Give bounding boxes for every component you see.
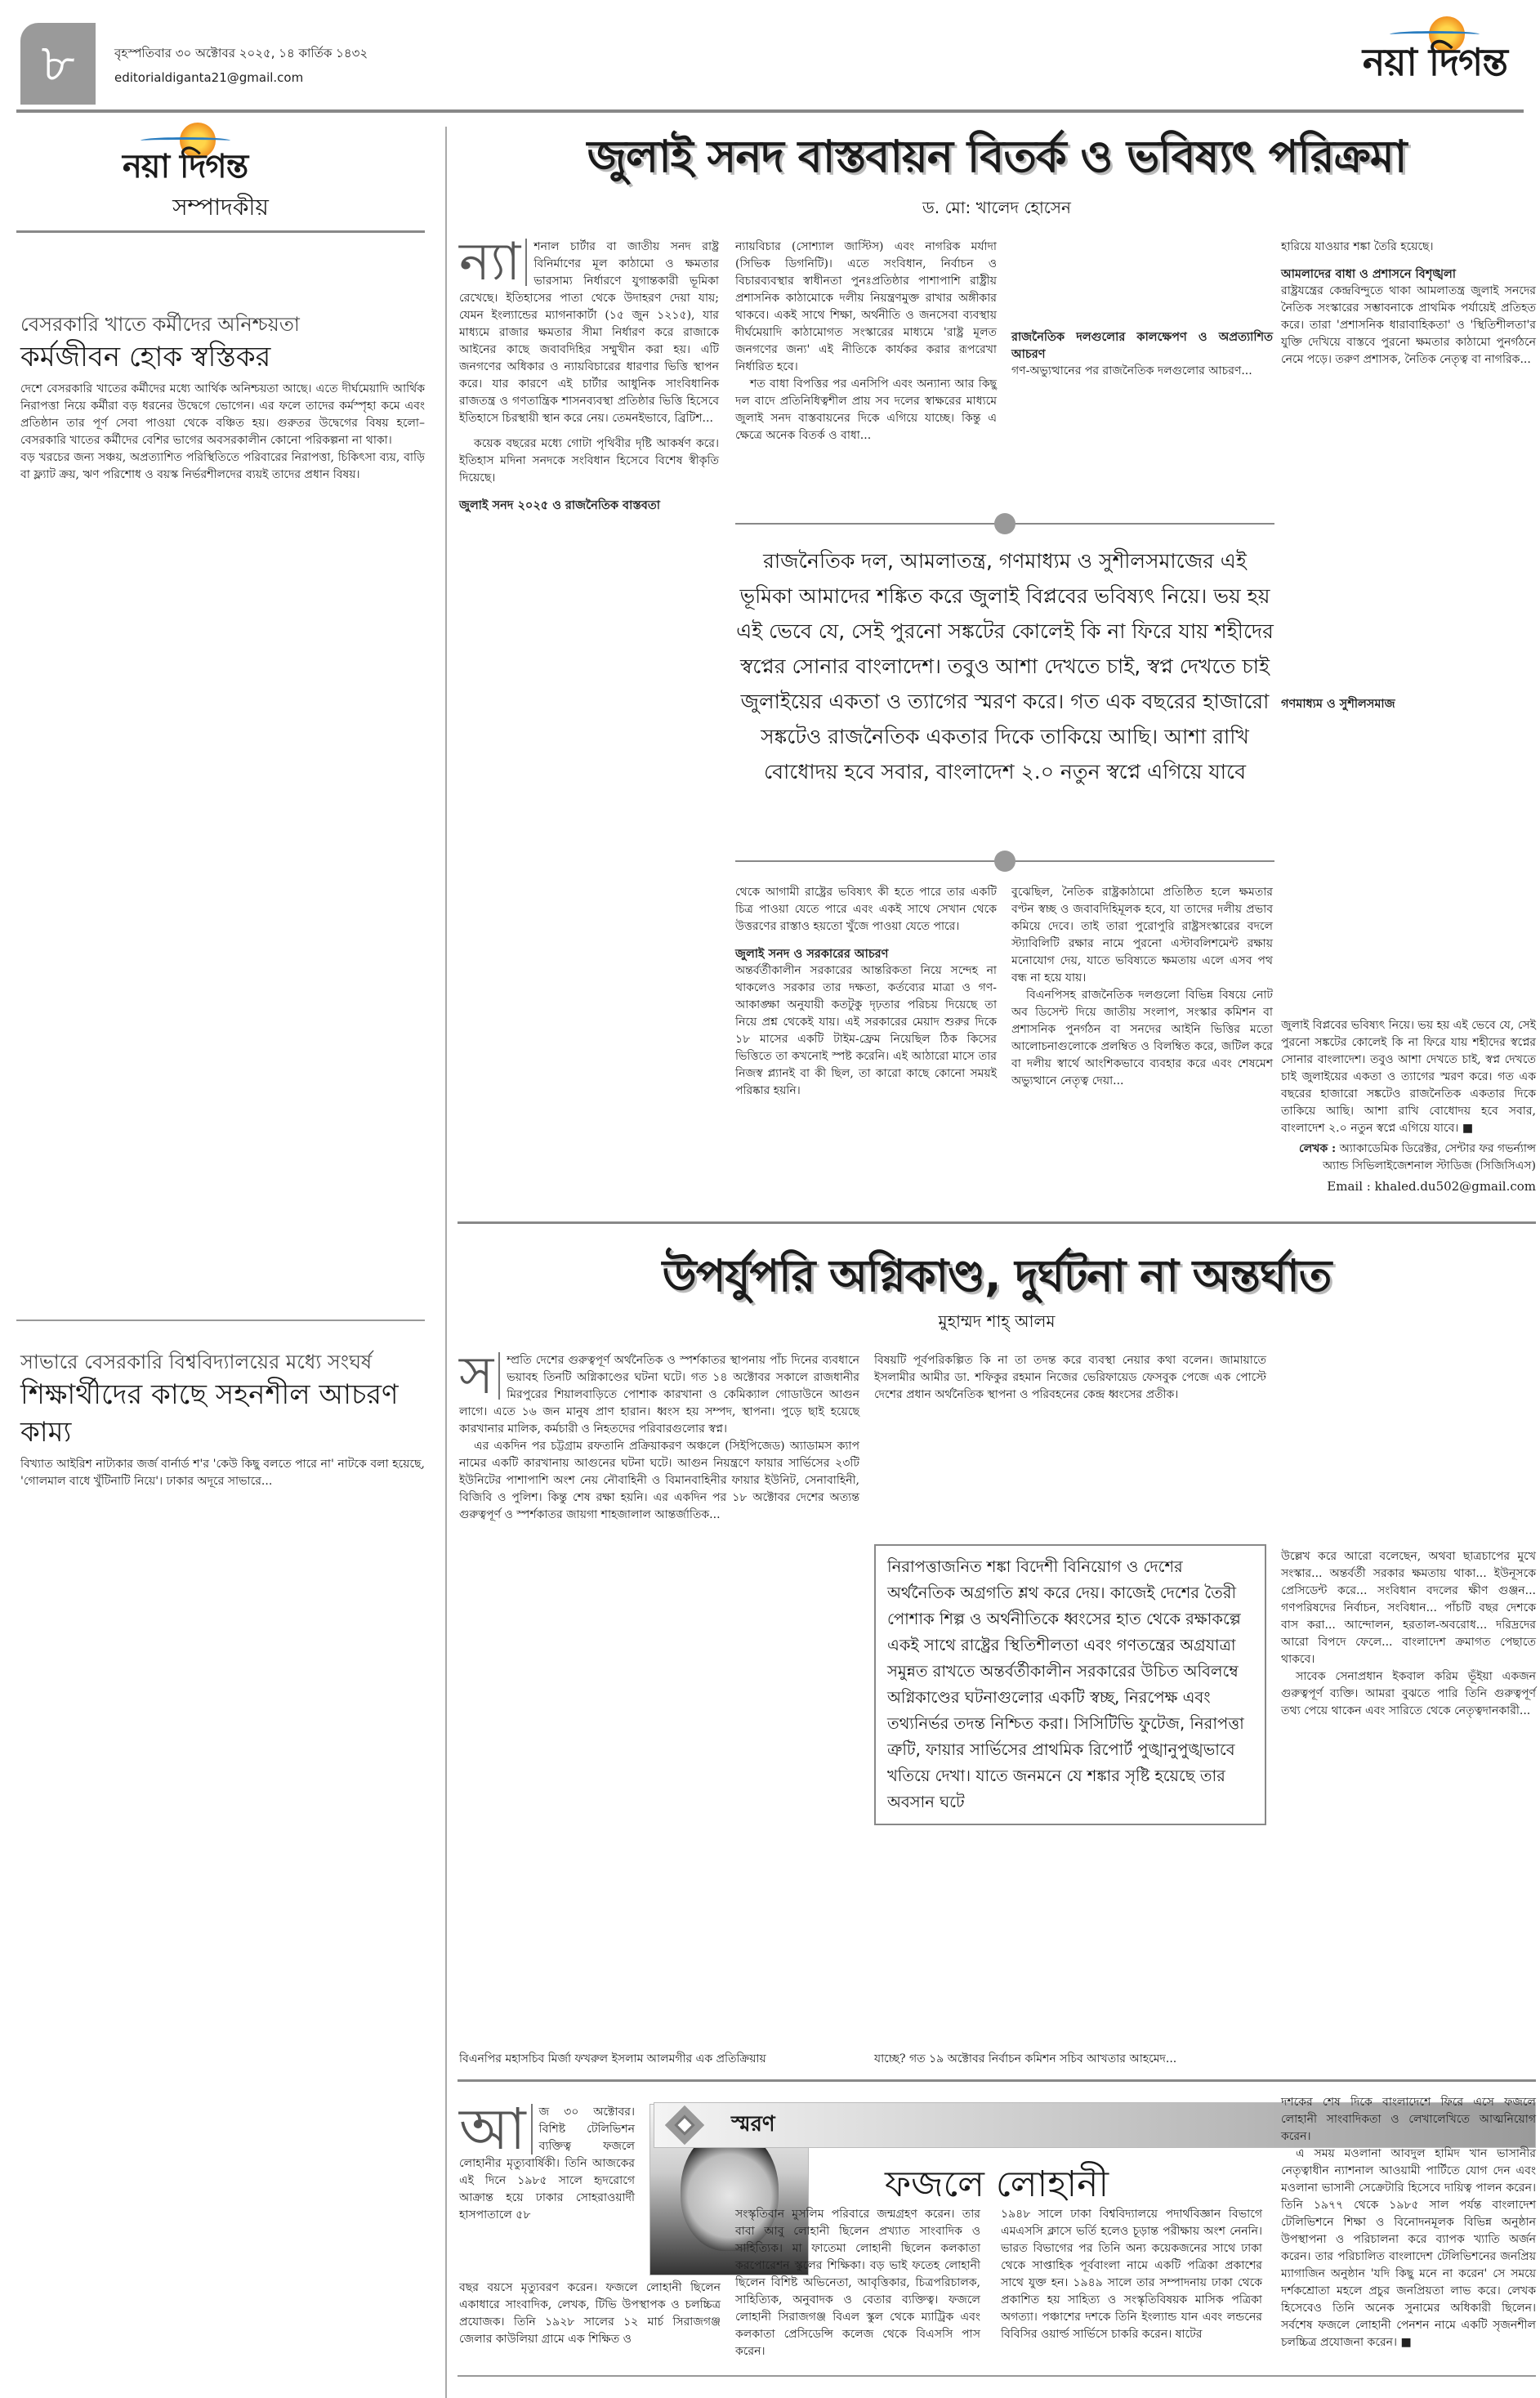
article-column: উল্লেখ করে আরো বলেছেন, অথবা ছাত্রচাপের মুখে সংস্কার... অন্তর্বর্তী সরকার ক্ষমতায় থাকা... ইউনূসকে প্রেসিডেন্ট করে... সংবিধান বদলের ক্ষীণ গুঞ্জন... গণপরিষদের নির্বাচন, সংবিধান... পাঁচটি বছর দেশকে বাস করা... আন্দোলন, হরতাল-অবরোধ... দরিদ্রদের আরো বিপদে ফেলে... বাংলাদেশ ক্রমাগত পেছাতে থাকবে। সাবেক সেনাপ্রধান ইকবাল করিম ভূঁইয়া একজন গুরুত্বপূর্ণ ব্যক্তি। আমরা বুঝতে পারি তিনি গুরুত্বপূর্ণ তথ্য পেয়ে থাকেন এবং সারিতে থেকে নেতৃত্বদানকারী...	[1281, 1550, 1536, 1717]
article-column: স ম্প্রতি দেশের গুরুত্বপূর্ণ অর্থনৈতিক ও স্পর্শকাতর স্থাপনায় পাঁচ দিনের ব্যবধানে ভয়াবহ তিনটি অগ্নিকাণ্ডের ঘটনা ঘটে। গত ১৪ অক্টোবর সকালে রাজধানীর মিরপুরের শিয়ালবাড়িতে পোশাক কারখানা ও কেমিক্যাল গোডাউনে আগুন লাগে। এতে ১৬ জন মানুষ প্রাণ হারান। ধ্বংস হয় সম্পদ, স্থাপনা। পুড়ে ছাই হয়েছে কারখানার মালিক, কর্মচারী ও নিহতদের পরিবারগুলোর স্বপ্ন। এর একদিন পর চট্টগ্রাম রফতানি প্রক্রিয়াকরণ অঞ্চলে (সিইপিজেড) অ্যাডামস ক্যাপ নামের একটি কারখানায় আগুনের ঘটনা ঘটে। আগুন নিয়ন্ত্রণে ফায়ার সার্ভিসের ২৩টি ইউনিটের পাশাপাশি অংশ নেয় নৌবাহিনী ও বিমানবাহিনীর ফায়ার ইউনিট, সেনাবাহিনী, বিজিবি ও পুলিশ। কিন্তু শেষ রক্ষা হয়নি। এর একদিন পর ১৮ অক্টোবর দেশের অত্যন্ত গুরুত্বপূর্ণ ও স্পর্শকাতর জায়গা শাহজালাল আন্তর্জাতিক...	[459, 1346, 859, 1521]
subheading: জুলাই সনদ ২০২৫ ও রাজনৈতিক বাস্তবতা	[459, 498, 660, 512]
writer-email[interactable]: Email : khaled.du502@gmail.com	[1327, 1179, 1536, 1194]
article-line: বিএনপির মহাসচিব মির্জা ফখরুল ইসলাম আলমগীর এক প্রতিক্রিয়ায়	[459, 2052, 766, 2065]
smaran-intro: আ জ ৩০ অক্টোবর। বিশিষ্ট টেলিভিশন ব্যক্তিত্ব ফজলে লোহানীর মৃত্যুবার্ষিকী। তিনি আজকের এই দিনে ১৯৮৫ সালে হৃদরোগে আক্রান্ত হয়ে ঢাকার সোহরাওয়ার্দী হাসপাতালে ৫৮	[459, 2096, 635, 2222]
bottom-rule	[458, 2375, 1536, 2377]
editorial-kicker: বেসরকারি খাতে কর্মীদের অনিশ্চয়তা	[20, 313, 300, 336]
section-title: সম্পাদকীয়	[172, 194, 269, 221]
article-column: বুঝেছিল, নৈতিক রাষ্ট্রকাঠামো প্রতিষ্ঠিত হলে ক্ষমতার বণ্টন স্বচ্ছ ও জবাবদিহিমূলক হবে, যা তাদের দলীয় প্রভাব কমিয়ে দেবে। তাই তারা পুরোপুরি রাষ্ট্রসংস্কারের বদলে স্ট্যাবিলিটি রক্ষার নামে পুরনো এস্টাবলিশমেন্ট রক্ষায় মনোযোগ দেয়, যাতে ভবিষ্যতে ক্ষমতায় এলে এসব পথ বন্ধ না হয়ে যায়। বিএনপিসহ রাজনৈতিক দলগুলো বিভিন্ন বিষয়ে নোট অব ডিসেন্ট দিয়ে জাতীয় সংলাপ, সংস্কার কমিশন বা প্রশাসনিক পুনর্গঠন বা সনদের আইনি ভিত্তির মতো আলোচনাগুলোকে প্রলম্বিত ও বিলম্বিত করে, জটিল করে বা দলীয় স্বার্থে আংশিকভাবে ব্যবহার করে এবং শেষমেশ অভ্যুত্থানে নেতৃত্ব দেয়া...	[1011, 886, 1273, 1087]
article-line: যাচ্ছে? গত ১৯ অক্টোবর নির্বাচন কমিশন সচিব আখতার আহমেদ...	[874, 2052, 1177, 2065]
article-column: ন্যা শনাল চার্টার বা জাতীয় সনদ রাষ্ট্র বিনির্মাণের মূল কাঠামো ও ক্ষমতার ভারসাম্য নির্ধারণে যুগান্তকারী ভূমিকা রেখেছে। ইতিহাসের পাতা থেকে উদাহরণ দেয়া যায়; যেমন ইংল্যান্ডের ম্যাগনাকার্টা (১৫ জুন ১২১৫), যার মাধ্যমে রাজার ক্ষমতার সীমা নির্ধারণ করে রাজাকে আইনের কাছে জবাবদিহির সম্মুখীন করা হয়। এটি জনগণের অধিকার ও ন্যায়বিচারের ধারণার ভিত্তি স্থাপন করে। যার কারণে এই চার্টার আধুনিক সাংবিধানিক রাজতন্ত্র ও গণতান্ত্রিক শাসনব্যবস্থা প্রতিষ্ঠার ভিত্তি হিসেবে ইতিহাসে চিরস্থায়ী স্থান করে নেয়। তেমনইভাবে, ব্রিটিশ... কয়েক বছরের মধ্যে গোটা পৃথিবীর দৃষ্টি আকর্ষণ করে। ইতিহাস মদিনা সনদকে সংবিধান হিসেবে বিশেষ স্বীকৃতি দিয়েছে। জুলাই সনদ ২০২৫ ও রাজনৈতিক বাস্তবতা	[459, 232, 719, 512]
subheading: আমলাদের বাধা ও প্রশাসনে বিশৃঙ্খলা	[1281, 267, 1456, 281]
article-ending: জুলাই বিপ্লবের ভবিষ্যৎ নিয়ে। ভয় হয় এই ভেবে যে, সেই পুরনো সঙ্কটের কোলেই কি না ফিরে যায় শহীদের স্বপ্নের সোনার বাংলাদেশ। তবুও আশা দেখতে চাই, স্বপ্ন দেখতে চাই জুলাইয়ের একতা ও ত্যাগের স্মরণ করে। গত এক বছরের হাজারো সঙ্কটেও রাজনৈতিক একতার দিকে তাকিয়ে আছি। আশা রাখি বোধোদয় হবে সবার, বাংলাদেশ ২.০ নতুন স্বপ্নে এগিয়ে যাবে। ■ লেখক : অ্যাকাডেমিক ডিরেক্টর, সেন্টার ফর গভর্ন্যান্স অ্যান্ড সিভিলাইজেশনাল স্টাডিজ (সিজিসিএস) Email : khaled.du502@gmail.com	[1281, 1019, 1536, 1194]
editorial-headline: শিক্ষার্থীদের কাছে সহনশীল আচরণ কাম্য	[20, 1378, 399, 1449]
issue-date: বৃহস্পতিবার ৩০ অক্টোবর ২০২৫, ১৪ কার্তিক ১৪৩২	[114, 46, 368, 60]
editorial-headline: কর্মজীবন হোক স্বস্তিকর	[20, 341, 271, 373]
page-number: ৮	[20, 23, 96, 105]
pullquote-rule	[735, 860, 1274, 862]
smaran-banner: স্মরণ	[654, 2102, 1536, 2148]
writer-desc: অ্যাকাডেমিক ডিরেক্টর, সেন্টার ফর গভর্ন্যান্স অ্যান্ড সিভিলাইজেশনাল স্টাডিজ (সিজিসিএস)	[1323, 1142, 1536, 1172]
drop-cap: আ	[459, 2104, 533, 2155]
article-headline[interactable]: জুলাই সনদ বাস্তবায়ন বিতর্ক ও ভবিষ্যৎ পরিক্রমা	[587, 131, 1407, 182]
article-headline[interactable]: উপর্যুপরি অগ্নিকাণ্ড, দুর্ঘটনা না অন্তর্ঘাত	[662, 1250, 1332, 1302]
drop-cap: স	[459, 1352, 500, 1400]
dot-icon	[994, 851, 1016, 872]
header-rule	[16, 109, 1524, 113]
article-column: রাজনৈতিক দলগুলোর কালক্ষেপণ ও অপ্রত্যাশিত আচরণ গণ-অভ্যুত্থানের পর রাজনৈতিক দলগুলোর আচরণ...	[1011, 330, 1273, 377]
article-column: থেকে আগামী রাষ্ট্রের ভবিষ্যৎ কী হতে পারে তার একটি চিত্র পাওয়া যেতে পারে এবং একই সাথে সেখান থেকে উত্তরণের রাস্তাও হয়তো খুঁজে পাওয়া যেতে পারে। জুলাই সনদ ও সরকারের আচরণ অন্তর্বর্তীকালীন সরকারের আন্তরিকতা নিয়ে সন্দেহ না থাকলেও সরকার তার দক্ষতা, কর্তব্যের মাত্রা ও গণ-আকাঙ্ক্ষা অনুযায়ী কতটুকু দৃঢ়তার পরিচয় দিয়েছে তা নিয়ে প্রশ্ন থেকেই যায়। এই সরকারের মেয়াদ শুরুর দিকে ১৮ মাসের একটি টাইম-ফ্রেম নিয়েছিল ঠিক কিসের ভিত্তিতে তা কখনোই স্পষ্ট করেনি। এই আঠারো মাসে তার নিজস্ব প্ল্যানই বা কী ছিল, তা কারো কাছে কোনো সময়ই পরিষ্কার হয়নি।	[735, 886, 997, 1097]
article-column: হারিয়ে যাওয়ার শঙ্কা তৈরি হয়েছে। আমলাদের বাধা ও প্রশাসনে বিশৃঙ্খলা রাষ্ট্রযন্ত্রের কেন্দ্রবিন্দুতে থাকা আমলাতন্ত্র জুলাই সনদের নৈতিক সংস্কারের সম্ভাবনাকে প্রাথমিক পর্যায়েই প্রতিহত করে। তারা 'প্রশাসনিক ধারাবাহিকতা' ও 'স্থিতিশীলতা'র যুক্তি দেখিয়ে বাস্তবে পুরনো ক্ষমতার কাঠামো পুনর্গঠনে নেমে পড়ে। তরুণ প্রশাসক, নৈতিক নেতৃত্ব বা নাগরিক... গণমাধ্যম ও সুশীলসমাজ	[1281, 240, 1536, 711]
editorial-2	[20, 1348, 425, 1490]
editorial-1	[20, 310, 425, 484]
smaran-title: ফজলে লোহানী	[884, 2164, 1109, 2205]
smaran-column: সংস্কৃতিবান মুসলিম পরিবারে জন্মগ্রহণ করেন। তার বাবা আবু লোহানী ছিলেন প্রখ্যাত সাংবাদিক ও সাহিত্যিক। মা ফাতেমা লোহানী ছিলেন কলকাতা করপোরেশন স্কুলের শিক্ষিকা। বড় ভাই ফতেহ লোহানী ছিলেন বিশিষ্ট অভিনেতা, আবৃত্তিকার, চিত্রপরিচালক, সাহিত্যিক, অনুবাদক ও বেতার ব্যক্তিত্ব। ফজলে লোহানী সিরাজগঞ্জ বিএল স্কুল থেকে ম্যাট্রিক এবং কলকাতা প্রেসিডেন্সি কলেজ থেকে বিএসসি পাস করেন।	[735, 2208, 980, 2358]
paragraph: বড় খরচের জন্য সঞ্চয়, অপ্রত্যাশিত পরিস্থিতিতে পরিবারের নিরাপত্তা, চিকিৎসা ব্যয়, বাড়ি বা ফ্ল্যাট ক্রয়, ঋণ পরিশোধ ও বয়স্ক নির্ভরশীলদের ব্যয়ই তাদের প্রধান বিষয়।	[20, 451, 425, 481]
article-author: ড. মো: খালেদ হোসেন	[922, 198, 1071, 217]
writer-label: লেখক :	[1299, 1142, 1337, 1155]
editorial-email[interactable]: editorialdiganta21@gmail.com	[114, 70, 304, 85]
subheading: জুলাই সনদ ও সরকারের আচরণ	[735, 947, 889, 961]
column-divider	[445, 127, 447, 2398]
editorial-kicker: সাভারে বেসরকারি বিশ্ববিদ্যালয়ের মধ্যে সংঘর্ষ	[20, 1351, 373, 1373]
subheading: গণমাধ্যম ও সুশীলসমাজ	[1281, 697, 1395, 711]
pull-quote-box: নিরাপত্তাজনিত শঙ্কা বিদেশী বিনিয়োগ ও দেশের অর্থনৈতিক অগ্রগতি শ্লথ করে দেয়। কাজেই দেশের তৈরী পোশাক শিল্প ও অর্থনীতিকে ধ্বংসের হাত থেকে রক্ষাকল্পে একই সাথে রাষ্ট্রের স্থিতিশীলতা এবং গণতন্ত্রের অগ্রযাত্রা সমুন্নত রাখতে অন্তর্বর্তীকালীন সরকারের উচিত অবিলম্বে অগ্নিকাণ্ডের ঘটনাগুলোর একটি স্বচ্ছ, নিরপেক্ষ এবং তথ্যনির্ভর তদন্ত নিশ্চিত করা। সিসিটিভি ফুটেজ, নিরাপত্তা ত্রুটি, ফায়ার সার্ভিসের প্রাথমিক রিপোর্ট পুঙ্খানুপুঙ্খভাবে খতিয়ে দেখা। যাতে জনমনে যে শঙ্কার সৃষ্টি হয়েছে তার অবসান ঘটে	[874, 1544, 1266, 1825]
article-author: মুহাম্মদ শাহ্ আলম	[938, 1311, 1056, 1331]
article-rule	[458, 2079, 1536, 2082]
article-rule	[458, 1221, 1536, 1224]
paragraph: দেশে বেসরকারি খাতের কর্মীদের মধ্যে আর্থিক অনিশ্চয়তা আছে। এতে দীর্ঘমেয়াদি আর্থিক নিরাপত্তা নিয়ে কর্মীরা বড় ধরনের উদ্বেগে ভোগেন। এর ফলে তাদের কর্মস্পৃহা কমে এবং প্রতিষ্ঠান তার পূর্ণ সেবা পাওয়া থেকে বঞ্চিত হয়। গুরুতর উদ্বেগের বিষয় হলো– বেসরকারি খাতের কর্মীদের বেশির ভাগের অবসরকালীন কোনো পরিকল্পনা না থাকা।	[20, 382, 425, 447]
editorial-logo: নয়া দিগন্ত	[123, 123, 248, 195]
pullquote-rule	[735, 523, 1274, 525]
smaran-intro-cont: বছর বয়সে মৃত্যুবরণ করেন। ফজলে লোহানী ছিলেন একাধারে সাংবাদিক, লেখক, টিভি উপস্থাপক ও চলচ্চিত্র প্রযোজক। তিনি ১৯২৮ সালের ১২ মার্চ সিরাজগঞ্জ জেলার কাউলিয়া গ্রামে এক শিক্ষিত ও	[459, 2281, 721, 2346]
diamond-icon	[665, 2106, 704, 2145]
paragraph: বিখ্যাত আইরিশ নাট্যকার জর্জ বার্নার্ড শ'র 'কেউ কিছু বলতে পারে না' নাটকে বলা হয়েছে, 'গোলমাল বাধে খুঁটিনাটি নিয়ে'। ঢাকার অদূরে সাভারে...	[20, 1458, 425, 1488]
dot-icon	[994, 513, 1016, 534]
divider	[16, 1320, 425, 1321]
article-column: বিষয়টি পূর্বপরিকল্পিত কি না তা তদন্ত করে ব্যবস্থা নেয়ার কথা বলেন। জামায়াতে ইসলামীর আমীর ডা. শফিকুর রহমান নিজের ভেরিফায়েড ফেসবুক পেজে এক পোস্টে দেশের প্রধান অর্থনৈতিক স্থাপনা ও পরিবহনের কেন্দ্র ধ্বংসের প্রতীক।	[874, 1354, 1266, 1401]
drop-cap: ন্যা	[459, 239, 527, 286]
pull-quote: রাজনৈতিক দল, আমলাতন্ত্র, গণমাধ্যম ও সুশীলসমাজের এই ভূমিকা আমাদের শঙ্কিত করে জুলাই বিপ্লবের ভবিষ্যৎ নিয়ে। ভয় হয় এই ভেবে যে, সেই পুরনো সঙ্কটের কোলেই কি না ফিরে যায় শহীদের স্বপ্নের সোনার বাংলাদেশ। তবুও আশা দেখতে চাই, স্বপ্ন দেখতে চাই জুলাইয়ের একতা ও ত্যাগের স্মরণ করে। গত এক বছরের হাজারো সঙ্কটেও রাজনৈতিক একতার দিকে তাকিয়ে আছি। আশা রাখি বোধোদয় হবে সবার, বাংলাদেশ ২.০ নতুন স্বপ্নে এগিয়ে যাবে	[736, 549, 1274, 784]
issue-meta	[114, 41, 368, 90]
smaran-column: ১৯৪৮ সালে ঢাকা বিশ্ববিদ্যালয়ে পদার্থবিজ্ঞান বিভাগে এমএসসি ক্লাসে ভর্তি হলেও চূড়ান্ত পরীক্ষায় অংশ নেননি। ভারত বিভাগের পর তিনি অন্য কয়েকজনের সাথে ঢাকা থেকে সাপ্তাহিক পূর্ববাংলা নামে একটি পত্রিকা প্রকাশের সাথে যুক্ত হন। ১৯৪৯ সালে তার সম্পাদনায় ঢাকা থেকে প্রকাশিত হয় সাহিত্য ও সংস্কৃতিবিষয়ক মাসিক পত্রিকা অগত্যা। পঞ্চাশের দশকে তিনি ইংল্যান্ড যান এবং লন্ডনের বিবিসির ওয়ার্ল্ড সার্ভিসে চাকরি করেন। ষাটের	[1001, 2208, 1262, 2341]
section-rule	[16, 230, 425, 233]
masthead-logo: নয়া দিগন্ত	[1363, 16, 1507, 96]
smaran-column: দশকের শেষ দিকে বাংলাদেশে ফিরে এসে ফজলে লোহানী সাংবাদিকতা ও লেখালেখিতে আত্মনিয়োগ করেন। এ সময় মওলানা আবদুল হামিদ খান ভাসানীর নেতৃত্বাধীন ন্যাশনাল আওয়ামী পার্টিতে যোগ দেন এবং মওলানা ভাসানী সেক্রেটারি হিসেবে দায়িত্ব পালন করেন। তিনি ১৯৭৭ থেকে ১৯৮৫ সাল পর্যন্ত বাংলাদেশ টেলিভিশনে শিক্ষা ও বিনোদনমূলক বিভিন্ন অনুষ্ঠান উপস্থাপনা ও পরিচালনা করে ব্যাপক খ্যাতি অর্জন করেন। তার পরিচালিত বাংলাদেশ টেলিভিশনের জনপ্রিয় ম্যাগাজিন অনুষ্ঠান 'যদি কিছু মনে না করেন' সে সময়ে দর্শকশ্রোতা মহলে প্রচুর জনপ্রিয়তা লাভ করে। লেখক হিসেবেও তিনি অনেক সুনামের অধিকারী ছিলেন। সর্বশেষ ফজলে লোহানী পেনশন নামে একটি সৃজনশীল চলচ্চিত্র প্রযোজনা করেন। ■	[1281, 2096, 1536, 2349]
article-column: ন্যায়বিচার (সোশ্যাল জাস্টিস) এবং নাগরিক মর্যাদা (সিভিক ডিগনিটি)। এতে সংবিধান, নির্বাচন ও বিচারব্যবস্থার স্বাধীনতা পুনঃপ্রতিষ্ঠার পাশাপাশি রাষ্ট্রীয় প্রশাসনিক কাঠামোকে দলীয় নিয়ন্ত্রণমুক্ত রাখার অঙ্গীকার থাকবে। একই সাথে শিক্ষা, অর্থনীতি ও জনসেবা ব্যবস্থায় দীর্ঘমেয়াদি কাঠামোগত সংস্কারের মাধ্যমে 'রাষ্ট্র মূলত জনগণের জন্য' এই নীতিকে কার্যকর করার রূপরেখা নির্ধারিত হবে। শত বাধা বিপত্তির পর এনসিপি এবং অন্যান্য আর কিছু দল বাদে প্রতিনিধিত্বশীল প্রায় সব দলের স্বাক্ষরের মাধ্যমে জুলাই সনদ বাস্তবায়নের দিকে এগিয়ে যাচ্ছে। কিন্তু এ ক্ষেত্রে অনেক বিতর্ক ও বাধা...	[735, 240, 997, 442]
subheading: রাজনৈতিক দলগুলোর কালক্ষেপণ ও অপ্রত্যাশিত আচরণ	[1011, 330, 1273, 361]
